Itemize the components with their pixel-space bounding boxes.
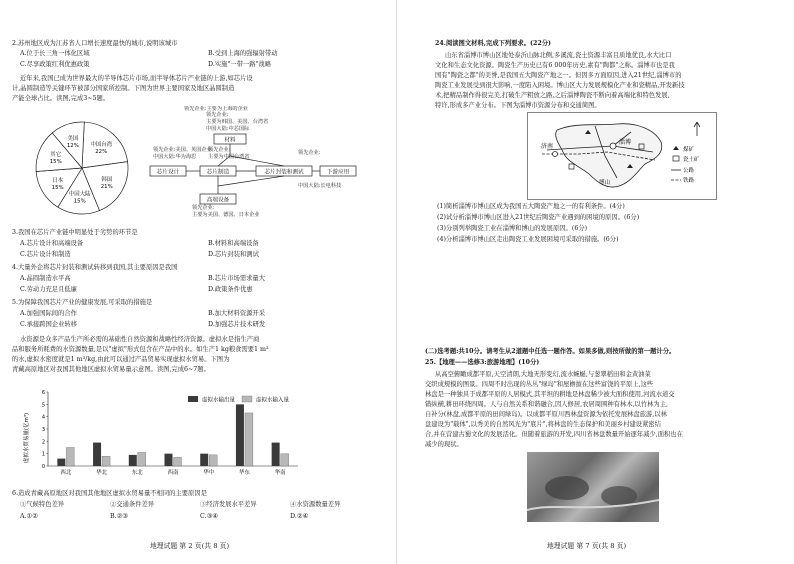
- material2-line3: 的水,虚拟水密度就是1 m³/kg,由此可以通过产品贸易实现虚拟水贸易。下图为: [12, 356, 230, 363]
- q6-item-2: ②交通条件差异: [110, 501, 155, 508]
- flow-right-label1: 领先企业:: [298, 150, 321, 156]
- q25-para-line5: 自补分(林盘,成都平原的田间绿岛)。以成都平原川西林盘资源为依托发展林盘旅游,以林: [425, 411, 667, 418]
- q25-para-line7: 合,并在营建古蜀文化的发展活化。但随着旅游的开发,四川省林盘数量开始逐年减少,面积也在: [425, 431, 683, 438]
- y-tick-label: 0: [41, 464, 45, 470]
- q6-option-d[interactable]: D.②④: [290, 513, 309, 520]
- bar-out-华东: [236, 404, 244, 466]
- q5-option-b[interactable]: B.加大材料资源开采: [208, 310, 266, 317]
- flow-box-package: 芯片封装和测试: [264, 169, 304, 176]
- legend-rail-label: 铁路: [683, 178, 695, 184]
- q24-para-line5: 术,把精品制作得很完美,打破生产粗放之路,之后淄博陶瓷不断向着高端化和特色发展,: [435, 92, 670, 99]
- right-page-footer: 地理试题 第 7 页(共 8 页): [547, 542, 627, 550]
- bar-in-华东: [245, 413, 253, 466]
- q24-para-line1: 山东省淄博市博山区地处泰沂山脉北侧,多溪流,瓷土资源丰富且质地优良,水大比口: [445, 52, 672, 59]
- q25-para-line8: 减少的现状。: [425, 441, 463, 448]
- bar-in-华中: [209, 455, 217, 466]
- y-tick-label: 3: [41, 427, 45, 433]
- q24-item-3: (3)分别列举陶瓷工业在淄博和博山的发展原因。(6分): [437, 225, 588, 232]
- bar-in-东北: [138, 452, 146, 466]
- bar-out-华南: [272, 443, 280, 466]
- legend-in-label: 虚拟水输入量: [256, 397, 290, 404]
- x-tick-label: 华中: [203, 470, 215, 476]
- flow-box-manufacture: 芯片制造: [206, 169, 230, 176]
- pie-slice-label: 日本: [52, 177, 64, 184]
- q3-option-c[interactable]: C.芯片设计和制造: [20, 251, 71, 258]
- pie-slice-label: 韩国: [101, 177, 113, 184]
- pie-slice-value: 15%: [51, 184, 64, 191]
- q4-option-d[interactable]: D.政策条件优惠: [208, 286, 253, 293]
- q24-item-2: (2)试分析淄博市博山区进入21世纪后陶瓷产业遇到的困境的原因。(6分): [437, 214, 640, 221]
- jinan-city-marker: [553, 152, 558, 157]
- flow-mid-label1: 领先企业:: [208, 147, 231, 153]
- pie-slice-label: 中国大陆: [68, 191, 91, 198]
- material1-line3: 产能全球占比。读图,完成3~5题。: [12, 95, 110, 102]
- q6-item-3: ③经济发展水平差异: [200, 501, 257, 508]
- q5-option-a[interactable]: A.加强国际间的合作: [20, 310, 77, 317]
- right-page: [397, 0, 794, 564]
- q5-stem: 5.为保障我国芯片产业的健康发展,可采取的措施是: [12, 299, 153, 306]
- x-tick-label: 华东: [238, 470, 250, 476]
- y-tick-label: 2: [41, 439, 45, 446]
- q4-option-a[interactable]: A.晶圆制造水平高: [20, 275, 71, 282]
- flow-box-equipment: 高端设备: [206, 197, 230, 204]
- q25-para-line6: 盘建设为"载体",以秀美的自然风光为"底片",将林盘的生态保护和美丽乡村建设紧密结: [425, 421, 661, 428]
- q24-title: 24.阅读图文材料,完成下列要求。(22分): [435, 40, 552, 47]
- map-boshan-label: 博山: [599, 180, 611, 186]
- q5-option-c[interactable]: C.承接跨国企业转移: [20, 321, 77, 328]
- flow-diagram: [148, 106, 378, 226]
- x-tick-label: 华北: [96, 470, 108, 476]
- q4-option-b[interactable]: B.芯片市场需求量大: [208, 275, 266, 282]
- x-tick-label: 西南: [167, 470, 179, 476]
- pie-slice-label: 其它: [50, 152, 62, 159]
- flow-top-box-label: 领先企业:主要为上海的企业: [184, 106, 248, 112]
- flow-left-label1: 领先企业:美国、英国企业: [153, 147, 212, 153]
- flow-top-label2: 主要为韩国、美国、台湾省: [206, 119, 269, 125]
- q3-option-b[interactable]: B.材料和高端设备: [208, 240, 259, 247]
- q24-para-line6: 特许,形成多产业分布。下图为淄博市资源分布和交通简图。: [435, 102, 601, 109]
- flow-box-material: 材料: [224, 137, 236, 144]
- flow-top-label1: 领先企业:: [206, 112, 229, 118]
- legend-in-swatch: [242, 396, 252, 402]
- flow-box-design: 芯片设计: [156, 169, 180, 176]
- flow-bottom-label2: 主要为美国、德国、日本企业: [192, 212, 260, 218]
- legend-out-swatch: [188, 396, 198, 402]
- legend-out-label: 虚拟水输出量: [202, 397, 236, 404]
- bar-out-东北: [129, 455, 137, 466]
- x-tick-label: 华南: [274, 470, 286, 476]
- q24-item-4: (4)分析淄博市博山区走出陶瓷工业发展困境可采取的措施。(6分): [437, 236, 619, 243]
- pie-slice-value: 12%: [66, 142, 79, 149]
- bar-in-华南: [281, 454, 289, 466]
- q4-option-c[interactable]: C.劳动力充足且低廉: [20, 286, 77, 293]
- q6-option-a[interactable]: A.①②: [20, 513, 38, 520]
- q6-item-1: ①气候特色差异: [20, 501, 65, 508]
- pie-chart: [22, 110, 142, 220]
- map-zibo-label: 淄博: [619, 139, 632, 146]
- flow-bottom-label1: 领先企业:: [192, 205, 215, 211]
- bar-in-华北: [102, 456, 110, 466]
- material2-line1: 水资源是众多产品生产所必需的基础性自然资源和战略性经济资源。虚拟水是指生产商: [20, 336, 260, 343]
- q24-para-line3: 国有"陶瓷之都"的美誉,是我国五大陶瓷产地之一。但因多方面原因,进入21世纪,淄博市的: [435, 72, 682, 79]
- q2-option-a[interactable]: A.位于长三角一体化区域: [20, 50, 90, 57]
- y-tick-label: 4: [41, 414, 45, 421]
- bar-out-华中: [200, 454, 208, 466]
- q25-para-line2: 交织成规模的图景。四周不时出现的丛丛"绿岛"和屋檐拔在这些富饶的平原上,这些: [425, 381, 654, 388]
- x-tick-label: 东北: [131, 470, 143, 476]
- flow-box-app: 下游应用: [326, 169, 350, 176]
- material2-line2: 品和服务所耗费的水资源数量,是以"虚拟"形式包含在产品中的水。如生产1 kg粮食需要1 m³: [12, 346, 269, 353]
- y-tick-label: 5: [41, 402, 45, 409]
- q2-option-d[interactable]: D.实施"一带一路"战略: [208, 61, 271, 68]
- pie-slice-value: 15%: [73, 198, 86, 205]
- q5-option-d[interactable]: D.加强芯片技术研发: [208, 321, 266, 328]
- q25-para-line3: 林盘是一种独具于成都平原的人居模式,其平坦的耕地是林盘稀少被大面积使用,河流水道交: [425, 391, 675, 398]
- material1-line2: 计,晶圆制造等关键环节被部分国家所控制。下图为世界主要国家及地区晶圆制造: [12, 85, 235, 92]
- pie-slice-label: 中国台湾: [90, 141, 113, 148]
- q4-stem: 4.大量外企将芯片封装和测试转移到我国,其主要原因是我国: [12, 264, 178, 271]
- bar-ylabel: 虚拟水贸易量(亿m³): [24, 412, 30, 464]
- q6-item-4: ④水资源数量差异: [290, 501, 341, 508]
- q25-para-line4: 错纵横,耕田环绕四周。人与自然关系和谐融合,因人修居,农居周围种有林木,以竹林为主,: [425, 401, 668, 408]
- q3-stem: 3.我国在芯片产业链中明显处于劣势的环节是: [12, 229, 138, 236]
- pie-slice-value: 22%: [95, 148, 108, 155]
- q24-para-line2: 文化和生态文化资源。陶瓷生产历史已有6 000年历史,素有"陶都"之称。淄博市也是我: [435, 62, 675, 69]
- q2-option-b[interactable]: B.受到上海的强辐射带动: [208, 50, 278, 57]
- q2-stem: 2.苏州地区成为江苏省人口增长速度最快的城市,说明该城市: [12, 40, 178, 47]
- bar-in-西南: [174, 457, 182, 466]
- bar-out-华北: [93, 443, 101, 466]
- pie-slice-value: 15%: [49, 159, 62, 166]
- legend-clay-label: 瓷土矿: [683, 157, 700, 163]
- material1-line1: 近年来,我国已成为世界最大的半导体芯片市场,而半导体芯片产业链的上游,如芯片设: [20, 75, 253, 82]
- pie-slice-value: 21%: [100, 184, 113, 191]
- virtual-water-bar-chart: [20, 384, 320, 486]
- section2-heading: (二)选考题:共10分。请考生从2道题中任选一题作答。如果多做,则按所做的第一题计分。: [425, 348, 676, 355]
- bar-out-西南: [165, 454, 173, 466]
- zibo-map: [527, 112, 717, 200]
- left-page-footer: 地理试题 第 2 页(共 8 页): [150, 542, 230, 550]
- legend-coal-label: 煤矿: [683, 147, 695, 153]
- q3-option-d[interactable]: D.芯片封装和测试: [208, 251, 259, 258]
- q25-title: 25.【地理——选修3:旅游地理】(10分): [425, 359, 540, 366]
- material2-line4: 青藏高原地区对我国其他地区虚拟水贸易量示意图。读图,完成6~7题。: [12, 366, 210, 373]
- flow-top-label3: 中国大陆:中芯国际: [206, 126, 250, 132]
- flow-left-label2: 中国大陆:华为海思: [153, 154, 197, 160]
- y-tick-label: 6: [41, 390, 45, 396]
- x-tick-label: 西北: [60, 470, 72, 476]
- flow-right-label2: 中国大陆:长电科技: [298, 183, 342, 189]
- q6-option-b[interactable]: B.②③: [110, 513, 128, 520]
- pie-slice-label: 美国: [67, 135, 79, 142]
- flow-mid-label2: 主要为中国台湾省: [208, 154, 250, 160]
- linpan-aerial-photo: [527, 452, 659, 522]
- q6-stem: 6.造成青藏高原地区对我国其他地区虚拟水贸易量不相同的主要原因是: [12, 490, 207, 497]
- zibo-city-marker: [610, 143, 616, 149]
- q3-option-a[interactable]: A.芯片设计和高端设备: [20, 240, 84, 247]
- bar-out-西北: [57, 459, 65, 466]
- q24-item-1: (1)简析淄博市博山区成为我国五大陶瓷产地之一的有利条件。(4分): [437, 203, 625, 210]
- legend-road-label: 公路: [683, 168, 695, 174]
- map-jinan-label: 济南: [541, 143, 554, 150]
- q6-option-c[interactable]: C.③④: [200, 513, 218, 520]
- q24-para-line4: 陶瓷工业发展受到很大影响,一度陷入困境。博山区大力发展规模化产业和瓷精品,开发新技: [435, 82, 685, 89]
- q25-para-line1: 从高空俯瞰成都平原,天空清朗,大地无形变幻,流水蜿蜒,与葱翠稻田和金黄油菜: [435, 371, 651, 378]
- bar-in-西北: [66, 448, 74, 467]
- y-tick-label: 1: [41, 451, 45, 458]
- q2-option-c[interactable]: C.尽享政策红利优惠政策: [20, 61, 90, 68]
